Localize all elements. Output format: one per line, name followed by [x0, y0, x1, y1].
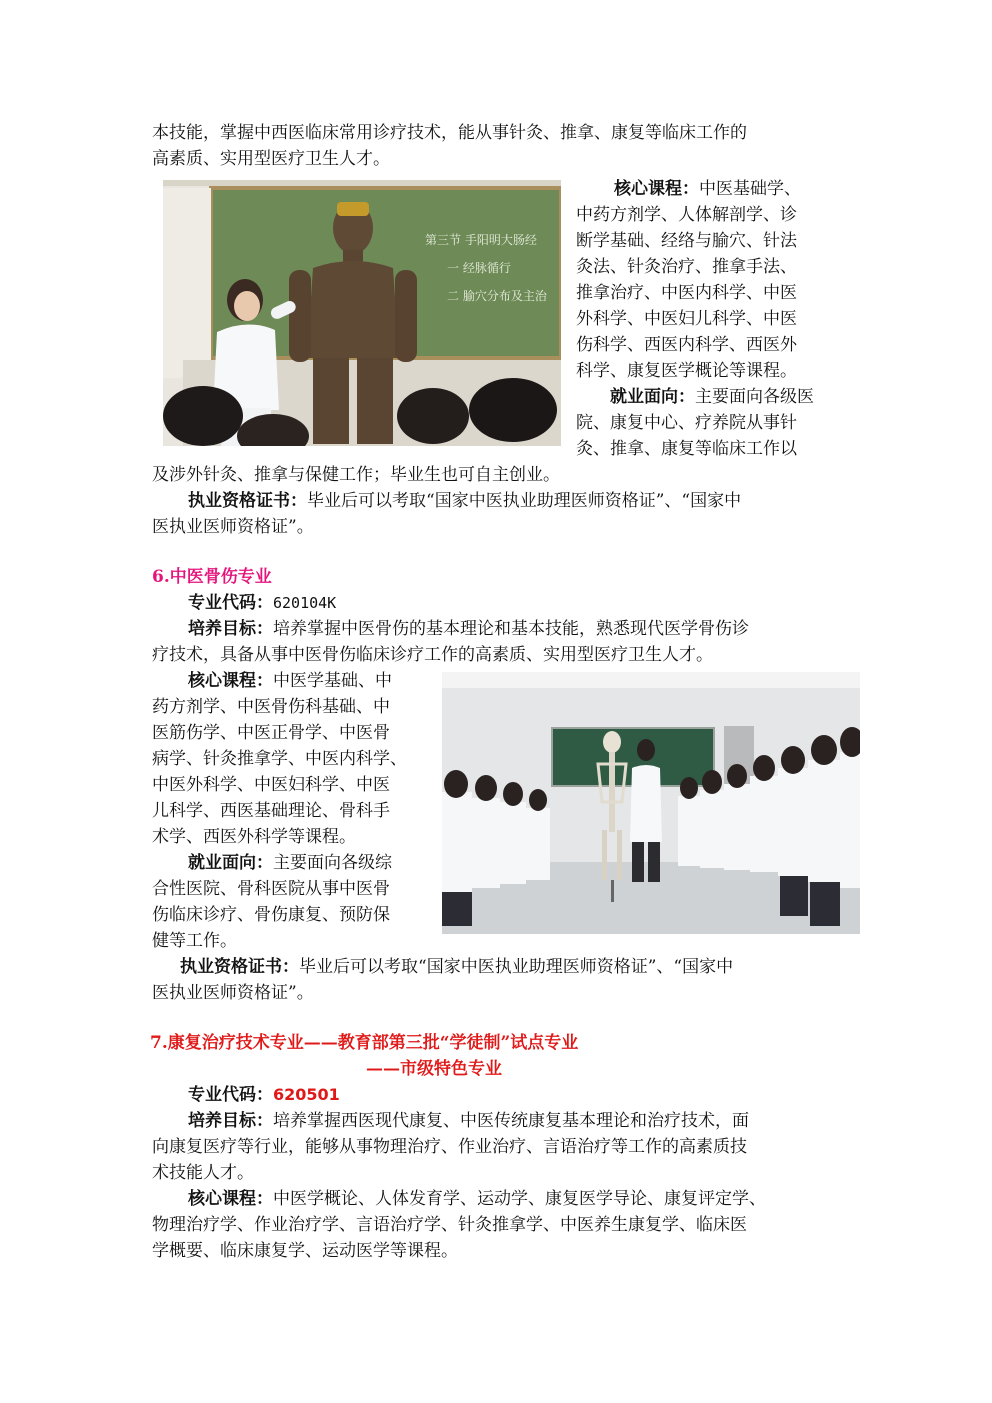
board-text: 二 腧穴分布及主治 — [447, 289, 547, 303]
cert-line: 医执业医师资格证”。 — [152, 517, 314, 537]
core-courses-line: 中药方剂学、人体解剖学、诊 — [576, 205, 797, 225]
core-courses-label: 核心课程： — [188, 1189, 273, 1209]
career-line: 及涉外针灸、推拿与保健工作；毕业生也可自主创业。 — [152, 465, 560, 485]
board-text: 第三节 手阳明大肠经 — [425, 233, 537, 247]
core-courses-line: 中医外科学、中医妇科学、中医 — [152, 775, 390, 795]
major-code-value: 620501 — [273, 1085, 340, 1104]
cert-label: 执业资格证书： — [180, 957, 299, 977]
core-courses-line: 病学、针灸推拿学、中医内科学、 — [152, 749, 407, 769]
core-courses-line: 灸法、针灸治疗、推拿手法、 — [576, 257, 797, 277]
core-courses-label: 核心课程： — [614, 179, 699, 199]
core-courses-line: 科学、康复医学概论等课程。 — [576, 361, 797, 381]
career-line: 合性医院、骨科医院从事中医骨 — [152, 879, 390, 899]
goal-line: 术技能人才。 — [152, 1163, 254, 1183]
major-code-label: 专业代码： — [188, 593, 273, 613]
board-text: 一 经脉循行 — [447, 261, 511, 275]
career-text: 主要面向各级综 — [273, 853, 392, 873]
section-title-orthopedics: 6.中医骨伤专业 — [152, 567, 272, 587]
intro-line: 高素质、实用型医疗卫生人才。 — [152, 149, 390, 169]
core-courses-text: 中医学基础、中 — [273, 671, 392, 691]
core-courses-text: 中医学概论、人体发育学、运动学、康复医学导论、康复评定学、 — [273, 1189, 766, 1209]
core-courses-line: 伤科学、西医内科学、西医外 — [576, 335, 797, 355]
core-courses-line: 医筋伤学、中医正骨学、中医骨 — [152, 723, 390, 743]
skeleton-classroom-photo — [442, 672, 860, 934]
career-line: 院、康复中心、疗养院从事针 — [576, 413, 797, 433]
major-code-value: 620104K — [273, 594, 337, 612]
section-title-rehab: 7.康复治疗技术专业——教育部第三批“学徒制”试点专业 — [150, 1033, 579, 1053]
core-courses-line: 学概要、临床康复学、运动医学等课程。 — [152, 1241, 458, 1261]
goal-text: 培养掌握中医骨伤的基本理论和基本技能，熟悉现代医学骨伤诊 — [273, 619, 749, 639]
career-label: 就业面向： — [610, 387, 695, 407]
core-courses-line: 物理治疗学、作业治疗学、言语治疗学、针灸推拿学、中医养生康复学、临床医 — [152, 1215, 747, 1235]
career-line: 健等工作。 — [152, 931, 237, 951]
core-courses-line: 推拿治疗、中医内科学、中医 — [576, 283, 797, 303]
core-courses-label: 核心课程： — [188, 671, 273, 691]
core-courses-line: 术学、西医外科学等课程。 — [152, 827, 356, 847]
core-courses-line: 外科学、中医妇儿科学、中医 — [576, 309, 797, 329]
goal-text: 培养掌握西医现代康复、中医传统康复基本理论和治疗技术，面 — [273, 1111, 749, 1131]
core-courses-line: 儿科学、西医基础理论、骨科手 — [152, 801, 390, 821]
intro-line: 本技能，掌握中西医临床常用诊疗技术，能从事针灸、推拿、康复等临床工作的 — [152, 123, 747, 143]
acupuncture-model-photo — [163, 180, 561, 446]
cert-text: 毕业后可以考取“国家中医执业助理医师资格证”、“国家中 — [299, 957, 734, 977]
major-code-label: 专业代码： — [188, 1085, 273, 1105]
core-courses-line: 断学基础、经络与腧穴、针法 — [576, 231, 797, 251]
goal-line: 疗技术，具备从事中医骨伤临床诊疗工作的高素质、实用型医疗卫生人才。 — [152, 645, 713, 665]
cert-label: 执业资格证书： — [188, 491, 307, 511]
career-line: 灸、推拿、康复等临床工作以 — [576, 439, 797, 459]
goal-label: 培养目标： — [188, 619, 273, 639]
goal-line: 向康复医疗等行业，能够从事物理治疗、作业治疗、言语治疗等工作的高素质技 — [152, 1137, 747, 1157]
cert-text: 毕业后可以考取“国家中医执业助理医师资格证”、“国家中 — [307, 491, 742, 511]
career-text: 主要面向各级医 — [695, 387, 814, 407]
goal-label: 培养目标： — [188, 1111, 273, 1131]
core-courses-text: 中医基础学、 — [699, 179, 801, 199]
section-subtitle-rehab: ——市级特色专业 — [366, 1059, 502, 1079]
cert-line: 医执业医师资格证”。 — [152, 983, 314, 1003]
core-courses-line: 药方剂学、中医骨伤科基础、中 — [152, 697, 390, 717]
career-line: 伤临床诊疗、骨伤康复、预防保 — [152, 905, 390, 925]
career-label: 就业面向： — [188, 853, 273, 873]
